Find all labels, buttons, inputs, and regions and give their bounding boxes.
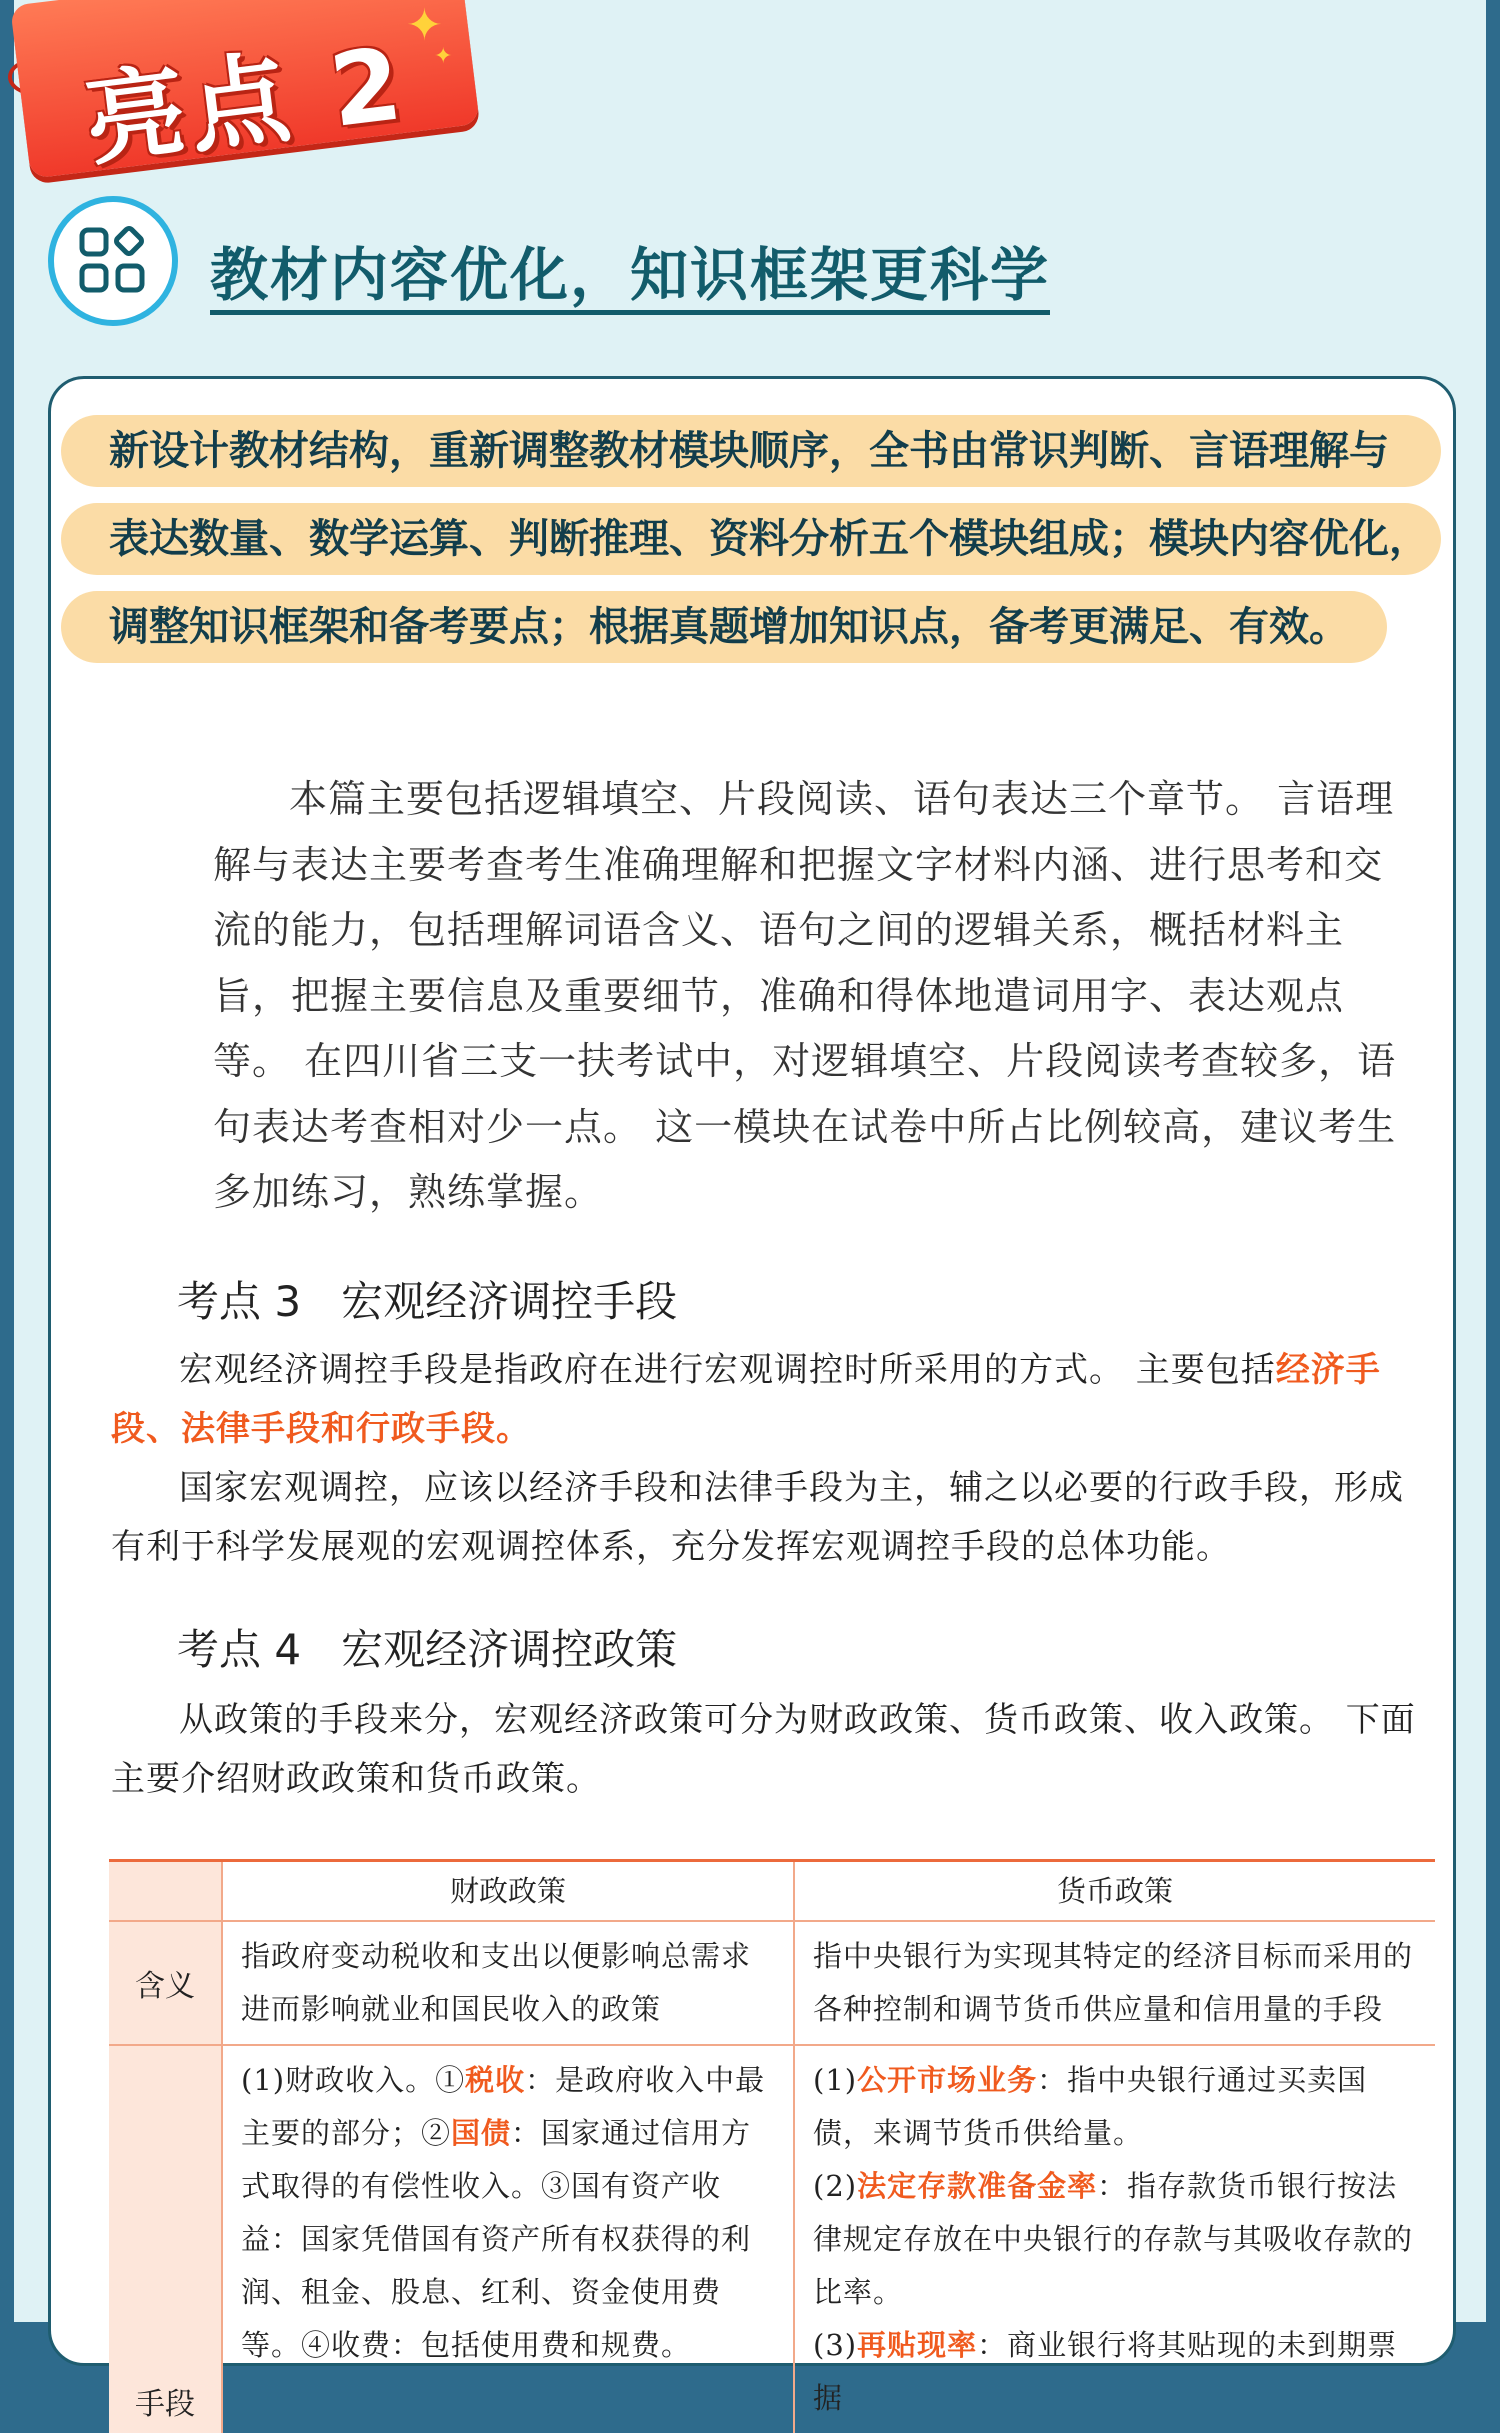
kp4-paragraph-1: 从政策的手段来分，宏观经济政策可分为财政政策、货币政策、收入政策。 下面主要介绍财政政策和货币政策。 (111, 1700, 1416, 1799)
section-title: 教材内容优化，知识框架更科学 (210, 241, 1051, 309)
monetary-means-text: (3) (813, 2328, 858, 2362)
fiscal-means-text: ：国家通过信用方式取得的有偿性收入。③国有资产收益：国家凭借国有资产所有权获得的利润、租金、股息、红利、资金使用费等。④收费：包括使用费和规费。 (241, 2116, 752, 2362)
title-underline (210, 310, 1050, 315)
monetary-means (794, 2045, 1435, 2433)
page (14, 0, 1486, 2422)
kp4-heading (177, 1617, 677, 1677)
kp3-title: 宏观经济调控手段 (341, 1277, 678, 1326)
kp3-paragraph-1 (111, 1341, 1431, 1459)
sparkle-small-icon: ✦ (434, 44, 453, 69)
kp3-body (111, 1341, 1431, 1577)
fiscal-means-text: (1)财政收入。① (241, 2063, 466, 2097)
table-header-row (109, 1861, 1435, 1922)
kp4-body (111, 1691, 1431, 1809)
highlight-line-3: 调整知识框架和备考要点；根据真题增加知识点，备考更满足、有效。 (61, 591, 1387, 663)
row-label-means: 手段 (109, 2045, 222, 2433)
monetary-meaning: 指中央银行为实现其特定的经济目标而采用的各种控制和调节货币供应量和信用量的手段 (794, 1921, 1435, 2045)
monetary-means-text: ：指存款货币银行按法律规定存放在中央银行的存款与其吸收存款的比率。 (813, 2169, 1414, 2309)
highlight-line-2: 表达数量、数学运算、判断推理、资料分析五个模块组成；模块内容优化， (61, 503, 1441, 575)
col-fiscal: 财政政策 (222, 1861, 794, 1922)
kp3-p1-text: 宏观经济调控手段是指政府在进行宏观调控时所采用的方式。 主要包括 (179, 1350, 1276, 1390)
kp4-number: 考点 4 (177, 1625, 302, 1674)
fiscal-means-text: ：是政府收入中最主要的部分；② (241, 2063, 766, 2150)
fiscal-means (222, 2045, 794, 2433)
term-tax: 税收 (465, 2063, 526, 2097)
table-corner (109, 1861, 222, 1922)
policy-table (109, 1859, 1435, 2433)
fiscal-meaning: 指政府变动税收和支出以便影响总需求进而影响就业和国民收入的政策 (222, 1921, 794, 2045)
badge-label: 亮点 2 (79, 24, 412, 181)
kp3-heading (177, 1269, 677, 1329)
sparkle-icon: ✦ (406, 0, 443, 51)
term-rediscount-rate: 再贴现率 (857, 2328, 978, 2362)
kp3-number: 考点 3 (177, 1277, 302, 1326)
term-open-market: 公开市场业务 (857, 2063, 1038, 2097)
kp3-paragraph-2: 国家宏观调控，应该以经济手段和法律手段为主，辅之以必要的行政手段，形成有利于科学发展观的宏观调控体系，充分发挥宏观调控手段的总体功能。 (111, 1468, 1404, 1567)
monetary-means-text: ：商业银行将其贴现的未到期票据 (813, 2328, 1398, 2415)
term-reserve-ratio: 法定存款准备金率 (857, 2169, 1098, 2203)
table-row (109, 1921, 1435, 2045)
term-national-debt: 国债 (451, 2116, 512, 2150)
col-monetary: 货币政策 (794, 1861, 1435, 1922)
grid-apps-icon (48, 196, 178, 326)
monetary-means-text: (1) (813, 2063, 858, 2097)
monetary-means-text: ：指中央银行通过买卖国债，来调节货币供给量。 (813, 2063, 1368, 2150)
highlight-line-1: 新设计教材结构，重新调整教材模块顺序，全书由常识判断、言语理解与 (61, 415, 1441, 487)
intro-text: 本篇主要包括逻辑填空、片段阅读、语句表达三个章节。 言语理解与表达主要考查考生准确理解和把握文字材料内涵、进行思考和交流的能力，包括理解词语含义、语句之间的逻辑关系，概括材料主旨，把握主要信息及重要细节，准确和得体地遣词用字、表达观点等。 在四川省三支一扶考试中，对逻辑填空、片段阅读考查较多，语句表达考查相对少一点。 这一模块在试卷中所占比例较高，建议考生多加练习，熟练掌握。 (213, 777, 1397, 1214)
intro-paragraph (213, 767, 1403, 1226)
kp4-title: 宏观经济调控政策 (341, 1625, 678, 1674)
kp3-p1-highlight: 经济手段、法律手段和行政手段。 (111, 1350, 1381, 1449)
row-label-meaning: 含义 (109, 1921, 222, 2045)
monetary-means-text: (2) (813, 2169, 858, 2203)
table-row (109, 2045, 1435, 2433)
content-card (48, 376, 1456, 2422)
